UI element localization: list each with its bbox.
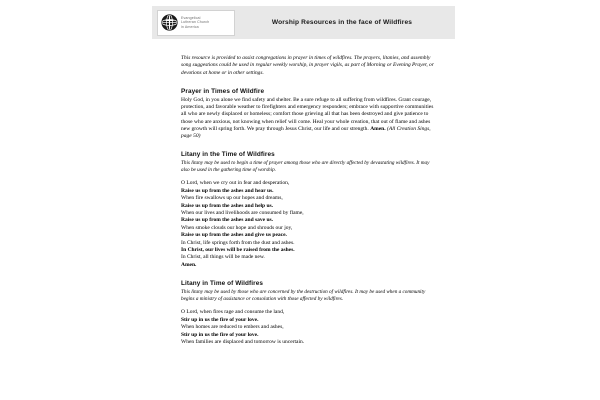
litany-line: In Christ, all things will be made new.: [181, 254, 265, 261]
litany-line: Raise us up from the ashes and hear us.: [181, 187, 274, 194]
litany-amen: Amen.: [181, 261, 197, 268]
litany-line: O Lord, when we cry out in fear and desperation,: [181, 180, 290, 187]
section-heading: Litany in the Time of Wildfires: [181, 151, 275, 159]
page-title: Worship Resources in the face of Wildfires: [271, 19, 413, 26]
litany-line: When fire swallows up our hopes and dreams,: [181, 195, 283, 202]
litany-line: In Christ, our lives will be raised from the ashes.: [181, 246, 295, 253]
section-litany-in-time-of-wildfires: [181, 280, 439, 346]
intro-paragraph: This resource is provided to assist congregations in prayer in times of wildfires. The prayers, litanies, and assembly song suggestions could be used in regular weekly worship, in prayer vigils, as part of Morning or Evening Prayer, or devotions at home or in other settings.: [181, 55, 434, 76]
litany-line: Raise us up from the ashes and save us.: [181, 217, 274, 224]
litany-line: In Christ, life springs forth from the dust and ashes.: [181, 239, 295, 246]
litany-line: Raise us up from the ashes and give us peace.: [181, 232, 287, 239]
elca-logo-line-2: Lutheran Church: [181, 20, 210, 25]
litany-line: O Lord, when fires rage and consume the land,: [181, 309, 285, 316]
elca-logo-line-3: in America: [181, 24, 199, 29]
litany-line-list: [181, 309, 439, 346]
litany-line: Stir up in us the fire of your love.: [181, 316, 259, 323]
elca-logo: [157, 10, 235, 36]
document-header-band: [152, 6, 455, 39]
section-heading: Prayer in Times of Wildfire: [181, 87, 265, 95]
prayer-body-text: Holy God, in you alone we find safety and shelter. Be a sure refuge to all suffering from wildfires. Grant courage, protection, and favorable weather to firefighters and emergency responders; embrace with supportive communities all who are newly displaced or homeless; comfort those grieving all that has been destroyed and give patience to those who are anxious, not knowing when relief will come. Heal your whole creation, that out of flame and ashes new growth will spring forth. We pray through Jesus Christ, our life and our strength.: [181, 96, 434, 132]
section-heading: Litany in Time of Wildfires: [181, 280, 264, 288]
litany-line: Raise us up from the ashes and help us.: [181, 202, 274, 209]
prayer-body: [181, 97, 439, 140]
litany-line: When families are displaced and tomorrow is uncertain.: [181, 338, 305, 345]
elca-logo-wordmark: [181, 16, 209, 30]
litany-line: When homes are reduced to embers and ashes,: [181, 324, 284, 331]
prayer-citation: (All Creation Sings, page 50): [181, 125, 431, 139]
document-body: [181, 55, 439, 346]
section-prayer-in-times-of-wildfire: [181, 88, 439, 140]
elca-globe-cross-icon: [161, 14, 178, 31]
section-rubric: This litany may be used to begin a time of prayer among those who are directly affected by devastating wildfires. It may also be used in the gathering time of worship.: [181, 160, 430, 173]
litany-line: When our lives and livelihoods are consumed by flame,: [181, 209, 304, 216]
litany-line: Stir up in us the fire of your love.: [181, 331, 259, 338]
prayer-amen: Amen.: [370, 125, 386, 132]
section-litany-in-the-time-of-wildfires: [181, 151, 439, 269]
elca-logo-line-1: Evangelical: [181, 15, 201, 20]
section-rubric: This litany may be used by those who are concerned by the destruction of wildfires. It may be used when a community begins a ministry of assistance or consolation with those affected by wildfires.: [181, 289, 426, 302]
litany-line: When smoke clouds our hope and shrouds our joy,: [181, 224, 293, 231]
litany-line-list: [181, 180, 439, 261]
